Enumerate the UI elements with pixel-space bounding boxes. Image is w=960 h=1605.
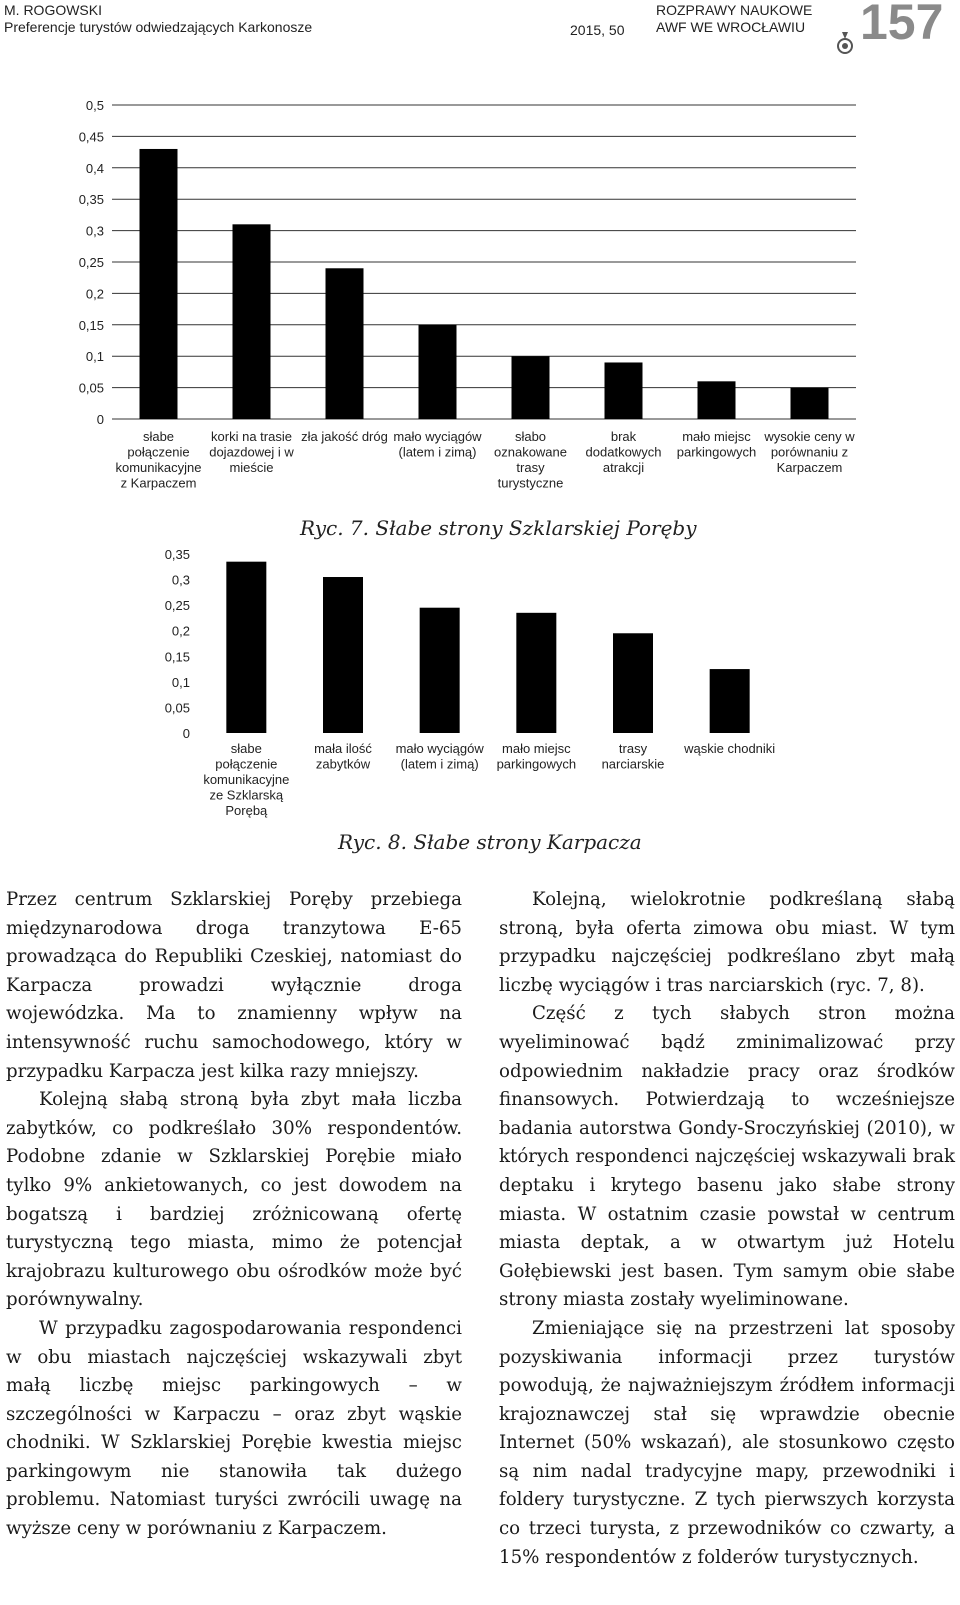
figure-caption-ryc-8: Ryc. 8. Słabe strony Karpacza <box>338 830 642 854</box>
y-tick-label: 0,1 <box>85 349 104 365</box>
paragraph: W przypadku zagospodarowania respondenci w obu miastach najczęściej wskazywali zbyt małą liczbę miejsc parkingowych – w szczególności w Karpaczu – oraz zbyt wąskie chodniki. W Szklarskiej Porębie kwestia miejsc parkingowym nie stanowiła tak dużego problemu. Natomiast turyści zwrócili uwagę na wyższe ceny w porównaniu z Karpaczem. <box>6 1317 462 1540</box>
y-tick-label: 0,2 <box>85 286 104 302</box>
y-tick-label: 0,3 <box>85 223 104 239</box>
y-tick-label: 0,35 <box>78 192 104 208</box>
y-tick-label: 0,15 <box>78 317 104 333</box>
x-category-label: słabe połączenie komunikacyjne z Karpaczem <box>115 429 202 491</box>
x-category-label: mało wyciągów (latem i zimą) <box>393 429 482 460</box>
y-tick-label: 0,2 <box>171 623 190 639</box>
x-category-label: słabo oznakowane trasy turystyczne <box>494 429 567 491</box>
bar <box>791 388 829 419</box>
y-tick-label: 0,1 <box>171 674 190 690</box>
bar <box>226 562 266 733</box>
y-tick-label: 0 <box>96 412 104 427</box>
bar <box>420 608 460 733</box>
paragraph: Kolejną, wielokrotnie podkreślaną słabą stroną, była oferta zimowa obu miast. W tym przypadku najczęściej podkreślano zbyt małą liczbę wyciągów i tras narciarskich (ryc. 7, 8). <box>499 889 955 996</box>
x-category-label: wysokie ceny w porównaniu z Karpaczem <box>764 429 855 475</box>
x-category-label: trasy narciarskie <box>601 741 665 772</box>
figure-caption-ryc-7: Ryc. 7. Słabe strony Szklarskiej Poręby <box>300 516 697 540</box>
body-column-right <box>499 886 955 1572</box>
bar <box>326 268 364 419</box>
chart-ryc-8 <box>0 535 960 835</box>
y-tick-label: 0,4 <box>85 160 104 176</box>
bar <box>605 362 643 419</box>
x-category-label: brak dodatkowych atrakcji <box>585 429 662 475</box>
bar <box>516 613 556 733</box>
x-category-label: mało miejsc parkingowych <box>496 741 577 772</box>
author: M. ROGOWSKI <box>4 2 102 18</box>
y-tick-label: 0 <box>182 726 190 741</box>
y-tick-label: 0,05 <box>164 700 190 716</box>
x-category-label: zła jakość dróg <box>301 429 388 444</box>
year-volume: 2015, 50 <box>570 22 625 38</box>
bar <box>233 224 271 419</box>
x-category-label: mała ilość zabytków <box>314 741 372 772</box>
journal-line-1: ROZPRAWY NAUKOWE <box>656 2 813 18</box>
bar <box>140 149 178 419</box>
x-category-label: słabe połączenie komunikacyjne ze Szklarską Porębą <box>203 741 290 818</box>
y-tick-label: 0,35 <box>164 547 190 562</box>
body-column-left <box>6 886 462 1544</box>
paragraph: Przez centrum Szklarskiej Poręby przebiega międzynarodowa droga tranzytowa E-65 prowadząca do Republiki Czeskiej, natomiast do Karpacza prowadzi wyłącznie droga wojewódzka. Ma to znamienny wpływ na intensywność ruchu samochodowego, który w przypadku Karpacza jest kilka razy mniejszy. <box>6 889 462 1082</box>
x-category-label: mało miejsc parkingowych <box>676 429 757 460</box>
paragraph: Kolejną słabą stroną była zbyt mała liczba zabytków, co podkreślało 30% respondentów. Podobne zdanie w Szklarskiej Porębie miało tylko 9% ankietowanych, co jest dowodem na bogatszą i bardziej zróżnicowaną ofertę turystyczną tego miasta, mimo że potencjał krajobrazu kulturowego obu ośrodków może być porównywalny. <box>6 1089 462 1311</box>
chart-ryc-7 <box>0 0 960 500</box>
y-tick-label: 0,25 <box>164 598 190 614</box>
x-category-label: korki na trasie dojazdowej i w mieście <box>209 429 294 475</box>
paragraph: Zmieniające się na przestrzeni lat sposoby pozyskiwania informacji przez turystów powodują, że najważniejszym źródłem informacji krajoznawczej stał się wprawdzie obecnie Internet (50% wskazań), ale stosunkowo często są nim nadal tradycyjne mapy, przewodniki i foldery turystyczne. Z tych pierwszych korzysta co trzeci turysta, z przewodników co czwarty, a 15% respondentów z folderów turystycznych. <box>499 1317 955 1568</box>
paragraph: Część z tych słabych stron można wyeliminować bądź zminimalizować przy odpowiednim nakładzie pracy oraz środków finansowych. Potwierdzają to wcześniejsze badania autorstwa Gondy-Sroczyńskiej (2010), w których respondenci najczęściej wskazywali brak deptaku i krytego basenu jako słabe strony miasta. W ostatnim czasie powstał w centrum miasta deptak, a w otwartym już Hotelu Gołębiewski jest basen. Tym samym obie słabe strony miasta zostały wyeliminowane. <box>499 1003 955 1311</box>
y-tick-label: 0,25 <box>78 255 104 270</box>
bar <box>698 381 736 419</box>
bar <box>323 577 363 733</box>
x-category-label: mało wyciągów (latem i zimą) <box>395 741 484 772</box>
bar <box>710 669 750 733</box>
bar <box>419 325 457 419</box>
journal-line-2: AWF WE WROCŁAWIU <box>656 19 806 35</box>
y-tick-label: 0,05 <box>78 380 104 396</box>
page-number: 157 <box>860 0 944 50</box>
bar <box>512 356 550 419</box>
y-tick-label: 0,15 <box>164 649 190 665</box>
article-title: Preferencje turystów odwiedzających Karkonosze <box>4 19 313 35</box>
y-tick-label: 0,5 <box>85 98 104 113</box>
x-category-label: wąskie chodniki <box>684 741 776 756</box>
y-tick-label: 0,45 <box>78 129 104 145</box>
bar <box>613 633 653 733</box>
y-tick-label: 0,3 <box>171 572 190 588</box>
